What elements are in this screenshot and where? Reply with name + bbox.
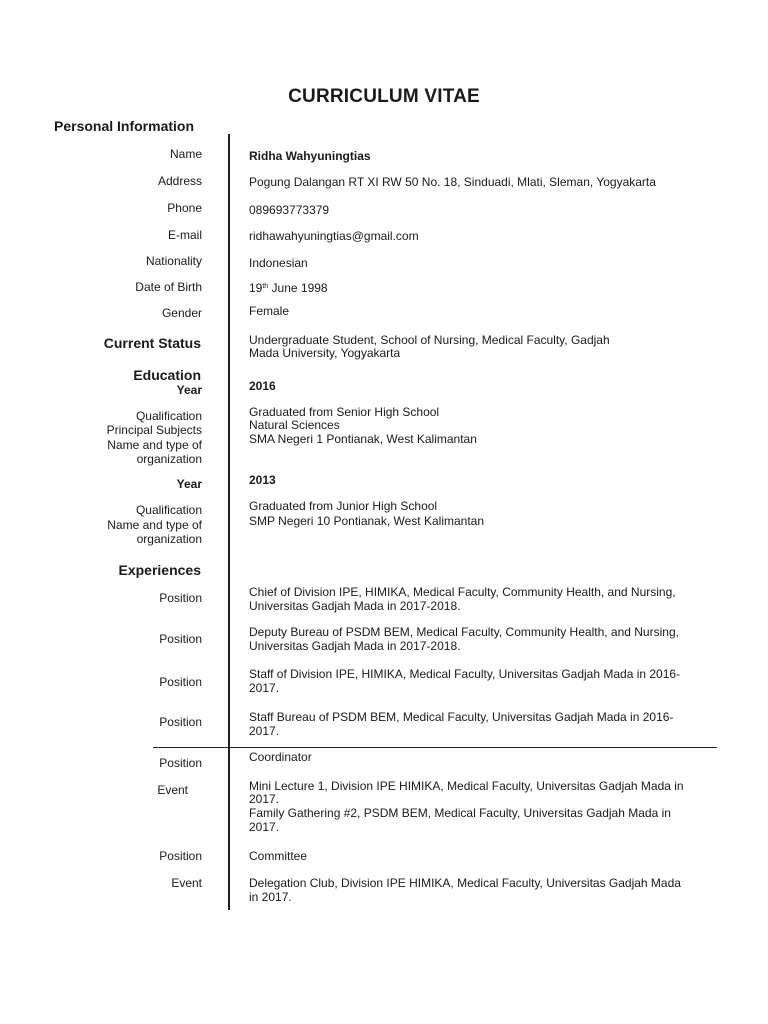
value-nationality: Indonesian xyxy=(249,256,308,270)
label-qualification: Qualification xyxy=(135,409,202,423)
value-position-line: 2017. xyxy=(249,681,280,695)
label-position: Position xyxy=(159,849,202,863)
value-organization: SMP Negeri 10 Pontianak, West Kalimantan xyxy=(249,514,485,528)
value-email: ridhawahyuningtias@gmail.com xyxy=(249,229,419,243)
label-organization-line-1: Name and type of xyxy=(107,518,202,532)
label-date-of-birth: Date of Birth xyxy=(135,280,202,294)
label-event: Event xyxy=(171,876,202,890)
label-phone: Phone xyxy=(167,201,202,215)
value-address: Pogung Dalangan RT XI RW 50 No. 18, Sinduadi, Mlati, Sleman, Yogyakarta xyxy=(249,175,656,189)
label-position: Position xyxy=(159,675,202,689)
value-date-of-birth: 19th June 1998 xyxy=(249,281,328,295)
value-position-line: 2017. xyxy=(249,724,280,738)
section-heading-personal-information: Personal Information xyxy=(54,118,195,134)
label-organization-line-2: organization xyxy=(136,452,202,466)
label-position: Position xyxy=(159,715,202,729)
value-year: 2013 xyxy=(249,473,276,487)
label-principal-subjects: Principal Subjects xyxy=(106,423,202,437)
label-gender: Gender xyxy=(161,306,202,320)
value-event-line: in 2017. xyxy=(249,890,292,904)
label-name: Name xyxy=(169,147,202,161)
value-current-status-line-2: Mada University, Yogyakarta xyxy=(249,346,401,360)
value-event-line: Delegation Club, Division IPE HIMIKA, Medical Faculty, Universitas Gadjah Mada xyxy=(249,876,681,890)
value-position-line: Chief of Division IPE, HIMIKA, Medical Faculty, Community Health, and Nursing, xyxy=(249,585,676,599)
value-position-line: Deputy Bureau of PSDM BEM, Medical Faculty, Community Health, and Nursing, xyxy=(249,625,679,639)
label-organization-line-1: Name and type of xyxy=(107,438,202,452)
value-position-line: Universitas Gadjah Mada in 2017-2018. xyxy=(249,599,461,613)
value-organization: SMA Negeri 1 Pontianak, West Kalimantan xyxy=(249,432,477,446)
label-nationality: Nationality xyxy=(145,254,202,268)
value-position-line: Universitas Gadjah Mada in 2017-2018. xyxy=(249,639,461,653)
value-event-line: 2017. xyxy=(249,820,280,834)
label-year: Year xyxy=(176,383,202,397)
document-title: CURRICULUM VITAE xyxy=(288,86,480,107)
value-phone: 089693773379 xyxy=(249,203,330,217)
value-event-line: Family Gathering #2, PSDM BEM, Medical Faculty, Universitas Gadjah Mada in xyxy=(249,806,671,820)
value-position-line: Staff of Division IPE, HIMIKA, Medical Faculty, Universitas Gadjah Mada in 2016- xyxy=(249,667,681,681)
label-year: Year xyxy=(176,477,202,491)
column-divider-vertical xyxy=(228,134,230,910)
value-position: Coordinator xyxy=(249,750,312,764)
section-heading-experiences: Experiences xyxy=(118,562,201,578)
section-divider-horizontal xyxy=(153,747,717,748)
label-qualification: Qualification xyxy=(135,503,202,517)
label-position: Position xyxy=(159,756,202,770)
value-position-line: Staff Bureau of PSDM BEM, Medical Faculty, Universitas Gadjah Mada in 2016- xyxy=(249,710,674,724)
value-gender: Female xyxy=(249,304,290,318)
value-current-status-line-1: Undergraduate Student, School of Nursing, Medical Faculty, Gadjah xyxy=(249,333,610,347)
value-event-line: Mini Lecture 1, Division IPE HIMIKA, Medical Faculty, Universitas Gadjah Mada in xyxy=(249,779,684,793)
label-address: Address xyxy=(157,174,202,188)
label-event: Event xyxy=(157,783,188,797)
value-year: 2016 xyxy=(249,379,276,393)
value-position: Committee xyxy=(249,849,308,863)
label-position: Position xyxy=(159,591,202,605)
label-email: E-mail xyxy=(167,228,202,242)
value-name: Ridha Wahyuningtias xyxy=(249,149,371,163)
label-position: Position xyxy=(159,632,202,646)
section-heading-current-status: Current Status xyxy=(103,335,201,351)
value-event-line: 2017. xyxy=(249,792,280,806)
value-principal-subjects: Natural Sciences xyxy=(249,418,340,432)
value-qualification: Graduated from Senior High School xyxy=(249,405,440,419)
value-qualification: Graduated from Junior High School xyxy=(249,499,438,513)
section-heading-education: Education xyxy=(133,367,201,383)
label-organization-line-2: organization xyxy=(136,532,202,546)
